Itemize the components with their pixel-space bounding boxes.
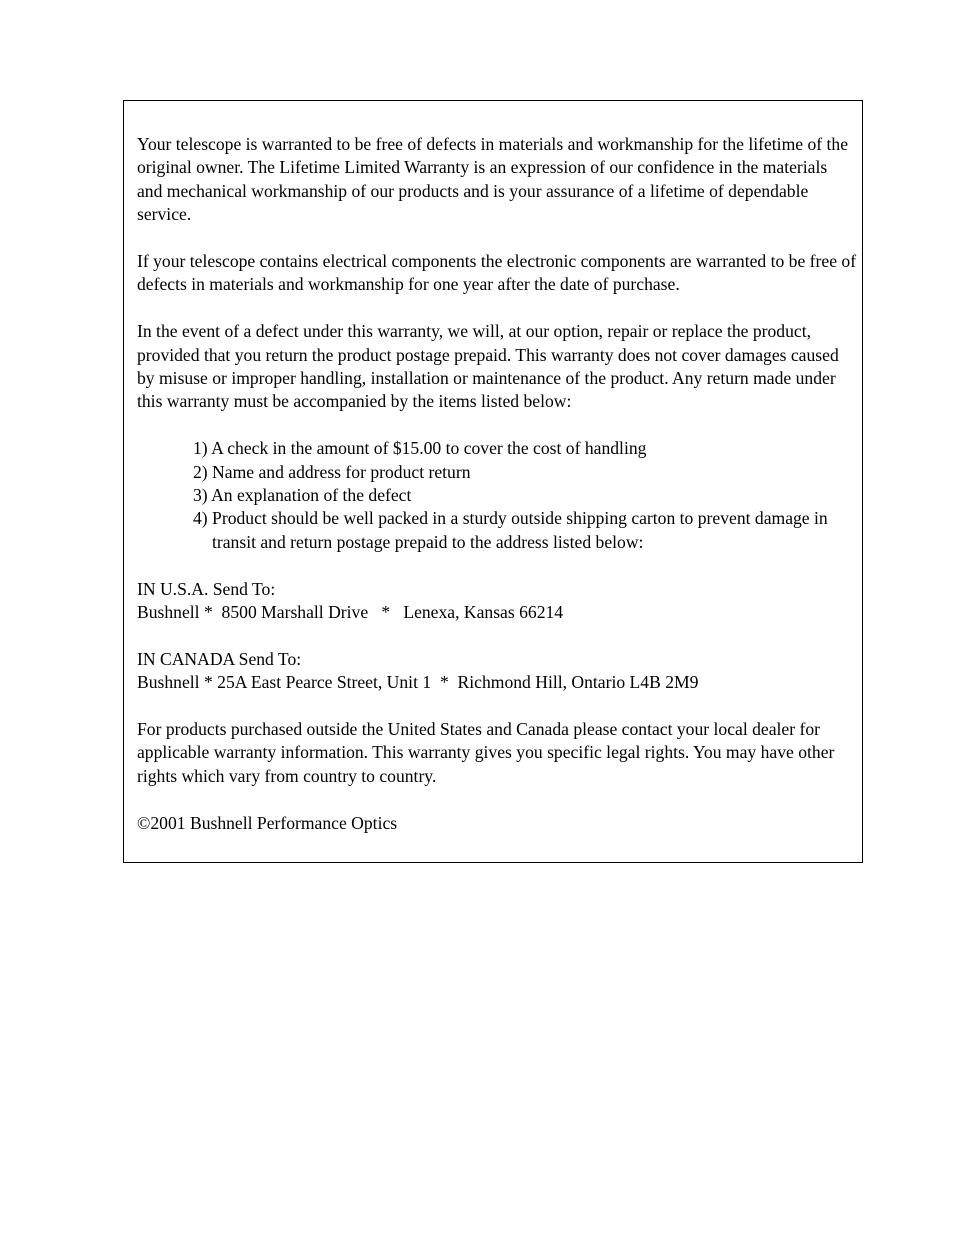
list-item: 4) Product should be well packed in a sturdy outside shipping carton to prevent damage in transit and return postage prepaid to the address listed below: <box>193 508 828 552</box>
paragraph-defect-terms: In the event of a defect under this warranty, we will, at our option, repair or replace the product, provided that you return the product postage prepaid. This warranty does not cover damages caused by misuse or improper handling, installation or maintenance of the product. Any return made under this warranty must be accompanied by the items listed below: <box>137 321 839 412</box>
warranty-content <box>137 133 857 858</box>
usa-heading: IN U.S.A. Send To: <box>137 578 276 599</box>
paragraph-electrical-warranty: If your telescope contains electrical components the electronic components are warranted to be free of defects in materials and workmanship for one year after the date of purchase. <box>137 251 857 295</box>
canada-address: Bushnell * 25A East Pearce Street, Unit 1 * Richmond Hill, Ontario L4B 2M9 <box>137 672 699 693</box>
canada-address-block <box>137 648 857 695</box>
list-item: 1) A check in the amount of $15.00 to cover the cost of handling <box>193 438 647 459</box>
warranty-box <box>123 100 863 863</box>
paragraph-outside-us-canada: For products purchased outside the United States and Canada please contact your local dealer for applicable warranty information. This warranty gives you specific legal rights. You may have other rights which vary from country to country. <box>137 719 835 786</box>
copyright-notice: ©2001 Bushnell Performance Optics <box>137 812 398 833</box>
list-item: 2) Name and address for product return <box>193 461 471 482</box>
canada-heading: IN CANADA Send To: <box>137 648 302 669</box>
usa-address: Bushnell * 8500 Marshall Drive * Lenexa, Kansas 66214 <box>137 602 564 623</box>
return-requirements-list <box>137 437 857 554</box>
list-item: 3) An explanation of the defect <box>193 485 412 506</box>
paragraph-lifetime-warranty: Your telescope is warranted to be free of defects in materials and workmanship for the lifetime of the original owner. The Lifetime Limited Warranty is an expression of our confidence in the materials and mechanical workmanship of our products and is your assurance of a lifetime of dependable service. <box>137 134 849 225</box>
usa-address-block <box>137 578 857 625</box>
